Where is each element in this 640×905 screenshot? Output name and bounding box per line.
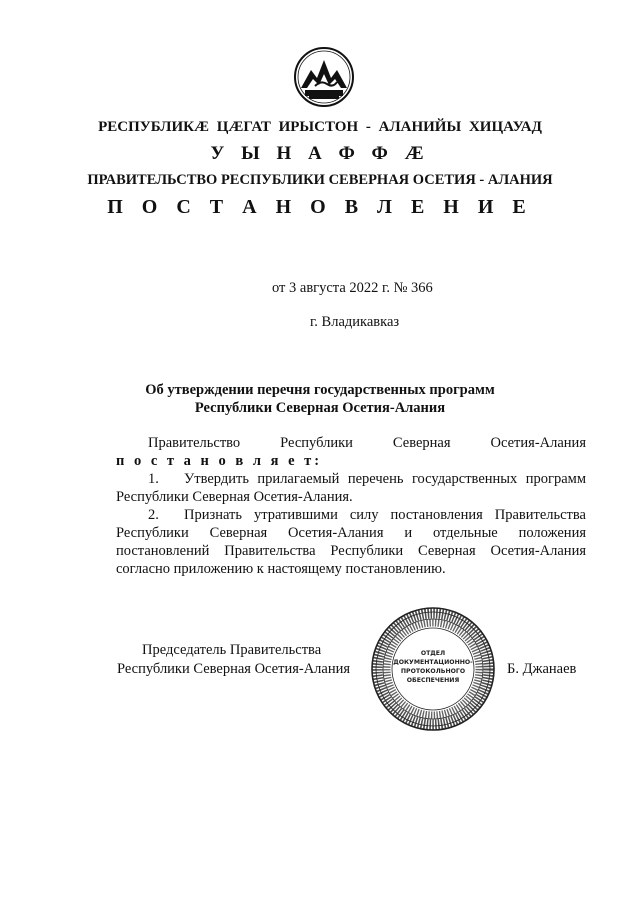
item-2-line-4: согласно приложению к настоящему постановлению. <box>116 561 446 577</box>
item-1-text: Утвердить прилагаемый перечень государственных программ <box>184 471 586 487</box>
header-government-russian: ПРАВИТЕЛЬСТВО РЕСПУБЛИКИ СЕВЕРНАЯ ОСЕТИЯ - АЛАНИЯ <box>87 172 553 188</box>
decree-date-number: от 3 августа 2022 г. № 366 <box>272 280 433 296</box>
signatory-name: Б. Джанаев <box>507 661 577 677</box>
svg-text:ПРОТОКОЛЬНОГО: ПРОТОКОЛЬНОГО <box>400 668 466 675</box>
header-decree-russian: П О С Т А Н О В Л Е Н И Е <box>107 196 533 218</box>
header-decree-ossetian: У Ы Н А Ф Ф Æ <box>210 143 430 164</box>
svg-text:ДОКУМЕНТАЦИОННО-: ДОКУМЕНТАЦИОННО- <box>393 659 473 666</box>
svg-text:ОТДЕЛ: ОТДЕЛ <box>420 650 446 657</box>
item-2-line-1 <box>116 506 586 524</box>
signatory-title-line-1: Председатель Правительства <box>142 642 322 658</box>
item-1-number: 1. <box>148 471 159 487</box>
signatory-title-line-2: Республики Северная Осетия-Алания <box>117 661 351 677</box>
preamble-line: Правительство Республики Северная Осетия-Алания <box>148 435 586 451</box>
item-2-line-2: Республики Северная Осетия-Алания и отдельные положения <box>116 525 586 541</box>
coat-of-arms-emblem <box>293 46 355 108</box>
item-2-text: Признать утратившими силу постановления Правительства <box>184 507 586 523</box>
official-round-stamp <box>370 606 496 732</box>
item-2-number: 2. <box>148 507 159 523</box>
header-republic-ossetian: РЕСПУБЛИКÆ ЦÆГАТ ИРЫСТОН - АЛАНИЙЫ ХИЦАУАД <box>98 119 542 135</box>
item-1-line-1 <box>116 470 586 488</box>
item-2-line-3: постановлений Правительства Республики Северная Осетия-Алания <box>116 543 586 559</box>
item-1-line-2: Республики Северная Осетия-Алания. <box>116 489 353 505</box>
decree-city: г. Владикавказ <box>310 314 400 330</box>
document-title-line-1: Об утверждении перечня государственных программ <box>145 382 495 398</box>
svg-text:ОБЕСПЕЧЕНИЯ: ОБЕСПЕЧЕНИЯ <box>406 677 460 684</box>
document-title-line-2: Республики Северная Осетия-Алания <box>194 400 446 416</box>
resolves-word: п о с т а н о в л я е т: <box>116 453 323 469</box>
